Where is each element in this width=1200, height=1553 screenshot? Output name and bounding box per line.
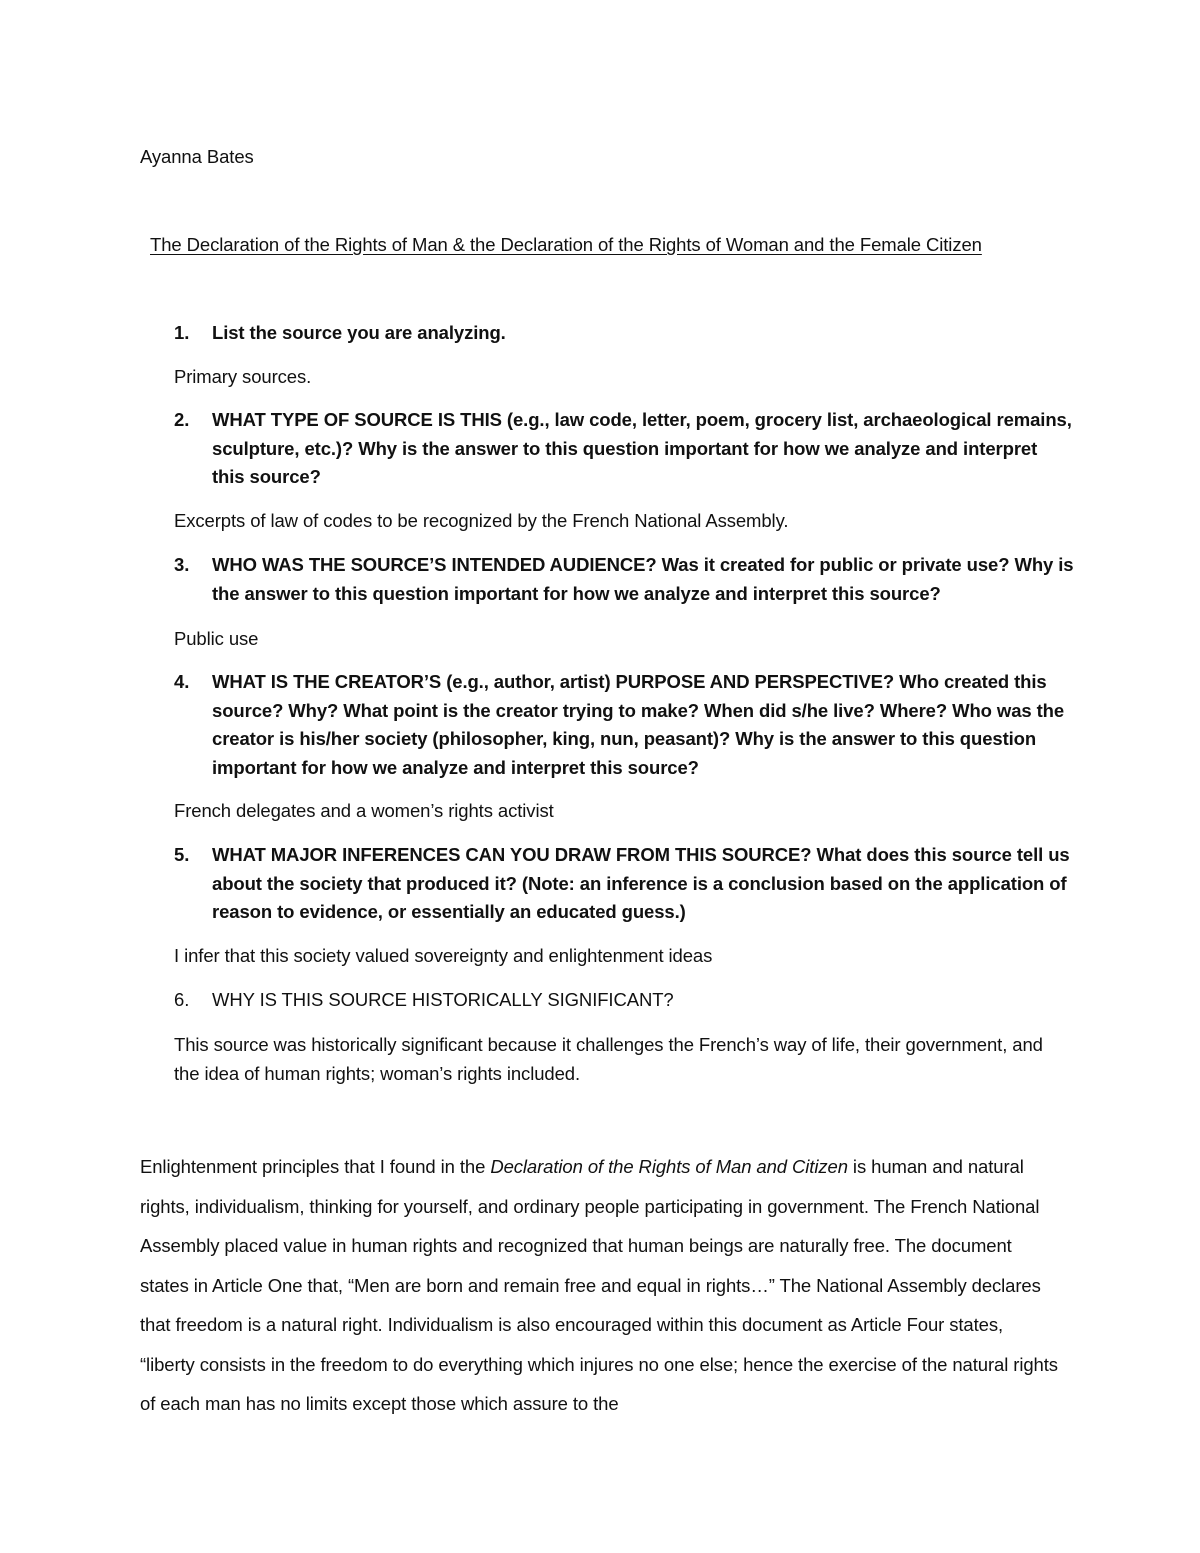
essay-paragraph — [140, 1147, 1060, 1424]
question-number: 1. — [174, 322, 190, 343]
question-6 — [174, 986, 1074, 1015]
question-number: 6. — [174, 989, 190, 1010]
answer-2: Excerpts of law of codes to be recognized by the French National Assembly. — [174, 510, 789, 531]
question-number: 3. — [174, 554, 190, 575]
question-number: 2. — [174, 409, 190, 430]
question-text: WHY IS THIS SOURCE HISTORICALLY SIGNIFICANT? — [212, 989, 674, 1010]
question-number: 5. — [174, 844, 190, 865]
answer-6: This source was historically significant because it challenges the French’s way of life, their government, and the idea of human rights; woman’s rights included. — [174, 1034, 1043, 1084]
question-text: WHO WAS THE SOURCE’S INTENDED AUDIENCE? Was it created for public or private use? Why is the answer to this question important for how we analyze and interpret this source? — [212, 554, 1074, 604]
answer-3: Public use — [174, 628, 259, 649]
question-2 — [174, 406, 1074, 492]
answer-1: Primary sources. — [174, 366, 312, 387]
answer-4: French delegates and a women’s rights activist — [174, 800, 554, 821]
essay-text-body: is human and natural rights, individualism, thinking for yourself, and ordinary people participating in government. The French National Assembly placed value in human rights and recognized that human beings are naturally free. The document states in Article One that, “Men are born and remain free and equal in rights…” The National Assembly declares that freedom is a natural right. Individualism is also encouraged within this document as Article Four states, “liberty consists in the freedom to do everything which injures no one else; hence the exercise of the natural rights of each man has no limits except those which assure to the — [140, 1156, 1058, 1414]
question-3 — [174, 551, 1074, 608]
author-name: Ayanna Bates — [140, 146, 254, 167]
essay-text-start: Enlightenment principles that I found in the — [140, 1156, 491, 1177]
question-4 — [174, 668, 1074, 782]
answer-5: I infer that this society valued sovereignty and enlightenment ideas — [174, 945, 713, 966]
question-1 — [174, 319, 1074, 348]
document-title: The Declaration of the Rights of Man & the Declaration of the Rights of Woman and the Female Citizen — [150, 234, 982, 255]
question-text: WHAT MAJOR INFERENCES CAN YOU DRAW FROM THIS SOURCE? What does this source tell us about the society that produced it? (Note: an inference is a conclusion based on the application of reason to evidence, or essentially an educated guess.) — [212, 844, 1070, 922]
question-5 — [174, 841, 1074, 927]
question-text: WHAT TYPE OF SOURCE IS THIS (e.g., law code, letter, poem, grocery list, archaeological remains, sculpture, etc.)? Why is the answer to this question important for how we analyze and interpret this source? — [212, 409, 1072, 487]
essay-source-title: Declaration of the Rights of Man and Citizen — [490, 1156, 848, 1177]
question-number: 4. — [174, 671, 190, 692]
question-text: WHAT IS THE CREATOR’S (e.g., author, artist) PURPOSE AND PERSPECTIVE? Who created this source? Why? What point is the creator trying to make? When did s/he live? Where? Who was the creator is his/her society (philosopher, king, nun, peasant)? Why is the answer to this question important for how we analyze and interpret this source? — [212, 671, 1065, 778]
question-text: List the source you are analyzing. — [212, 322, 506, 343]
